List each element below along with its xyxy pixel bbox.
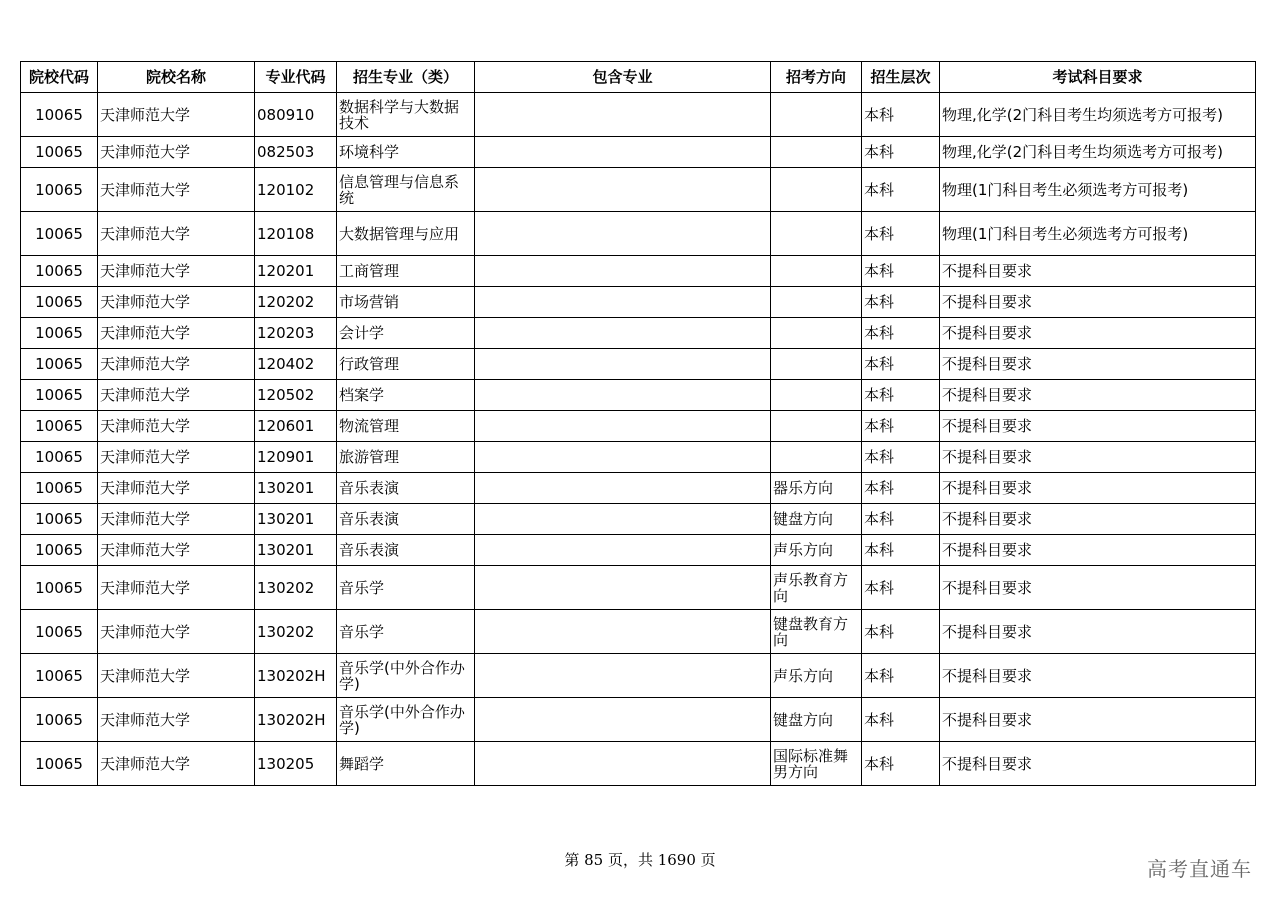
- cell-direction: 声乐方向: [771, 535, 862, 566]
- cell-level: 本科: [862, 212, 940, 256]
- cell-school-code: 10065: [21, 654, 98, 698]
- cell-includes: [475, 168, 771, 212]
- cell-direction: [771, 318, 862, 349]
- cell-requirement: 不提科目要求: [940, 535, 1256, 566]
- cell-major-code: 082503: [255, 137, 337, 168]
- cell-requirement: 不提科目要求: [940, 411, 1256, 442]
- cell-level: 本科: [862, 137, 940, 168]
- header-row: [21, 62, 1256, 93]
- cell-major-code: 120502: [255, 380, 337, 411]
- cell-requirement: 不提科目要求: [940, 256, 1256, 287]
- table-row: [21, 168, 1256, 212]
- cell-direction: [771, 380, 862, 411]
- cell-major: 音乐表演: [337, 504, 475, 535]
- cell-school-name: 天津师范大学: [98, 411, 255, 442]
- cell-major-code: 080910: [255, 93, 337, 137]
- cell-includes: [475, 380, 771, 411]
- table-row: [21, 473, 1256, 504]
- cell-includes: [475, 698, 771, 742]
- cell-level: 本科: [862, 442, 940, 473]
- cell-major-code: 130202: [255, 566, 337, 610]
- cell-major: 旅游管理: [337, 442, 475, 473]
- cell-level: 本科: [862, 168, 940, 212]
- cell-requirement: 不提科目要求: [940, 566, 1256, 610]
- table-row: [21, 654, 1256, 698]
- cell-direction: 键盘方向: [771, 698, 862, 742]
- cell-includes: [475, 411, 771, 442]
- cell-direction: 器乐方向: [771, 473, 862, 504]
- cell-school-code: 10065: [21, 535, 98, 566]
- cell-direction: [771, 93, 862, 137]
- cell-school-code: 10065: [21, 442, 98, 473]
- cell-major: 音乐学(中外合作办学): [337, 654, 475, 698]
- cell-school-name: 天津师范大学: [98, 349, 255, 380]
- page-number: 第 85 页，共 1690 页: [564, 851, 716, 869]
- cell-school-code: 10065: [21, 742, 98, 786]
- cell-direction: [771, 411, 862, 442]
- header-school-name: 院校名称: [98, 62, 255, 93]
- cell-school-code: 10065: [21, 256, 98, 287]
- cell-includes: [475, 535, 771, 566]
- cell-includes: [475, 93, 771, 137]
- cell-level: 本科: [862, 473, 940, 504]
- table-row: [21, 442, 1256, 473]
- cell-requirement: 不提科目要求: [940, 473, 1256, 504]
- cell-major: 行政管理: [337, 349, 475, 380]
- cell-school-name: 天津师范大学: [98, 698, 255, 742]
- cell-direction: 键盘教育方向: [771, 610, 862, 654]
- header-includes: 包含专业: [475, 62, 771, 93]
- table-row: [21, 411, 1256, 442]
- cell-school-name: 天津师范大学: [98, 473, 255, 504]
- cell-direction: 声乐方向: [771, 654, 862, 698]
- table-row: [21, 698, 1256, 742]
- table-row: [21, 566, 1256, 610]
- cell-level: 本科: [862, 698, 940, 742]
- cell-requirement: 物理,化学(2门科目考生均须选考方可报考): [940, 137, 1256, 168]
- cell-major-code: 120901: [255, 442, 337, 473]
- cell-school-code: 10065: [21, 610, 98, 654]
- cell-major: 信息管理与信息系统: [337, 168, 475, 212]
- table-row: [21, 535, 1256, 566]
- header-requirement: 考试科目要求: [940, 62, 1256, 93]
- cell-level: 本科: [862, 287, 940, 318]
- watermark-logo: 高考直通车: [1147, 857, 1252, 881]
- table-row: [21, 318, 1256, 349]
- cell-includes: [475, 349, 771, 380]
- cell-school-name: 天津师范大学: [98, 168, 255, 212]
- cell-school-name: 天津师范大学: [98, 318, 255, 349]
- cell-major-code: 120201: [255, 256, 337, 287]
- cell-requirement: 不提科目要求: [940, 442, 1256, 473]
- cell-requirement: 不提科目要求: [940, 349, 1256, 380]
- cell-major: 数据科学与大数据技术: [337, 93, 475, 137]
- cell-level: 本科: [862, 535, 940, 566]
- cell-direction: [771, 212, 862, 256]
- cell-major: 舞蹈学: [337, 742, 475, 786]
- header-major-code: 专业代码: [255, 62, 337, 93]
- cell-major: 音乐学: [337, 566, 475, 610]
- cell-includes: [475, 742, 771, 786]
- cell-includes: [475, 566, 771, 610]
- cell-major: 环境科学: [337, 137, 475, 168]
- table-row: [21, 349, 1256, 380]
- cell-major-code: 120102: [255, 168, 337, 212]
- header-level: 招生层次: [862, 62, 940, 93]
- cell-major: 工商管理: [337, 256, 475, 287]
- cell-major: 市场营销: [337, 287, 475, 318]
- header-major: 招生专业（类）: [337, 62, 475, 93]
- cell-major-code: 120202: [255, 287, 337, 318]
- cell-major: 大数据管理与应用: [337, 212, 475, 256]
- cell-school-name: 天津师范大学: [98, 742, 255, 786]
- cell-direction: [771, 349, 862, 380]
- cell-direction: [771, 442, 862, 473]
- cell-major-code: 120601: [255, 411, 337, 442]
- enrollment-table: [20, 61, 1256, 786]
- cell-direction: 声乐教育方向: [771, 566, 862, 610]
- table-row: [21, 610, 1256, 654]
- cell-includes: [475, 212, 771, 256]
- cell-level: 本科: [862, 566, 940, 610]
- cell-major-code: 130202H: [255, 698, 337, 742]
- cell-direction: [771, 168, 862, 212]
- cell-level: 本科: [862, 411, 940, 442]
- table-row: [21, 287, 1256, 318]
- cell-school-name: 天津师范大学: [98, 654, 255, 698]
- cell-school-code: 10065: [21, 380, 98, 411]
- cell-major-code: 120108: [255, 212, 337, 256]
- cell-major: 档案学: [337, 380, 475, 411]
- cell-includes: [475, 654, 771, 698]
- cell-direction: [771, 137, 862, 168]
- cell-major-code: 130202H: [255, 654, 337, 698]
- cell-level: 本科: [862, 256, 940, 287]
- cell-includes: [475, 473, 771, 504]
- cell-requirement: 不提科目要求: [940, 318, 1256, 349]
- cell-direction: 国际标准舞男方向: [771, 742, 862, 786]
- cell-school-name: 天津师范大学: [98, 212, 255, 256]
- table-row: [21, 93, 1256, 137]
- cell-school-code: 10065: [21, 566, 98, 610]
- cell-major-code: 120402: [255, 349, 337, 380]
- cell-requirement: 物理,化学(2门科目考生均须选考方可报考): [940, 93, 1256, 137]
- cell-school-code: 10065: [21, 93, 98, 137]
- cell-requirement: 不提科目要求: [940, 504, 1256, 535]
- cell-school-code: 10065: [21, 287, 98, 318]
- cell-includes: [475, 610, 771, 654]
- cell-includes: [475, 442, 771, 473]
- cell-school-code: 10065: [21, 411, 98, 442]
- cell-school-name: 天津师范大学: [98, 137, 255, 168]
- cell-school-code: 10065: [21, 504, 98, 535]
- cell-requirement: 不提科目要求: [940, 654, 1256, 698]
- table-row: [21, 212, 1256, 256]
- cell-direction: [771, 256, 862, 287]
- cell-school-code: 10065: [21, 137, 98, 168]
- cell-major-code: 130202: [255, 610, 337, 654]
- cell-requirement: 不提科目要求: [940, 742, 1256, 786]
- cell-level: 本科: [862, 318, 940, 349]
- cell-school-name: 天津师范大学: [98, 610, 255, 654]
- cell-direction: [771, 287, 862, 318]
- cell-level: 本科: [862, 93, 940, 137]
- cell-major-code: 130201: [255, 473, 337, 504]
- cell-requirement: 不提科目要求: [940, 287, 1256, 318]
- cell-major-code: 130201: [255, 504, 337, 535]
- table-row: [21, 742, 1256, 786]
- table-row: [21, 256, 1256, 287]
- cell-level: 本科: [862, 349, 940, 380]
- cell-requirement: 不提科目要求: [940, 380, 1256, 411]
- table-row: [21, 380, 1256, 411]
- cell-school-code: 10065: [21, 318, 98, 349]
- cell-major: 音乐表演: [337, 535, 475, 566]
- cell-school-name: 天津师范大学: [98, 287, 255, 318]
- cell-school-name: 天津师范大学: [98, 566, 255, 610]
- cell-school-name: 天津师范大学: [98, 535, 255, 566]
- cell-level: 本科: [862, 504, 940, 535]
- cell-school-name: 天津师范大学: [98, 442, 255, 473]
- cell-major: 会计学: [337, 318, 475, 349]
- cell-school-code: 10065: [21, 698, 98, 742]
- cell-includes: [475, 256, 771, 287]
- cell-school-name: 天津师范大学: [98, 93, 255, 137]
- cell-level: 本科: [862, 380, 940, 411]
- cell-school-code: 10065: [21, 168, 98, 212]
- cell-school-code: 10065: [21, 349, 98, 380]
- cell-major: 物流管理: [337, 411, 475, 442]
- cell-includes: [475, 504, 771, 535]
- cell-major: 音乐学(中外合作办学): [337, 698, 475, 742]
- cell-major-code: 130205: [255, 742, 337, 786]
- cell-requirement: 不提科目要求: [940, 610, 1256, 654]
- header-direction: 招考方向: [771, 62, 862, 93]
- cell-school-code: 10065: [21, 212, 98, 256]
- cell-level: 本科: [862, 654, 940, 698]
- cell-includes: [475, 137, 771, 168]
- cell-includes: [475, 287, 771, 318]
- cell-school-name: 天津师范大学: [98, 256, 255, 287]
- cell-level: 本科: [862, 610, 940, 654]
- cell-major: 音乐学: [337, 610, 475, 654]
- cell-major: 音乐表演: [337, 473, 475, 504]
- cell-requirement: 物理(1门科目考生必须选考方可报考): [940, 212, 1256, 256]
- cell-school-name: 天津师范大学: [98, 380, 255, 411]
- cell-requirement: 不提科目要求: [940, 698, 1256, 742]
- cell-school-name: 天津师范大学: [98, 504, 255, 535]
- cell-direction: 键盘方向: [771, 504, 862, 535]
- table-row: [21, 504, 1256, 535]
- table-body: [21, 93, 1256, 786]
- cell-major-code: 120203: [255, 318, 337, 349]
- header-school-code: 院校代码: [21, 62, 98, 93]
- cell-major-code: 130201: [255, 535, 337, 566]
- cell-includes: [475, 318, 771, 349]
- cell-level: 本科: [862, 742, 940, 786]
- cell-requirement: 物理(1门科目考生必须选考方可报考): [940, 168, 1256, 212]
- cell-school-code: 10065: [21, 473, 98, 504]
- table-row: [21, 137, 1256, 168]
